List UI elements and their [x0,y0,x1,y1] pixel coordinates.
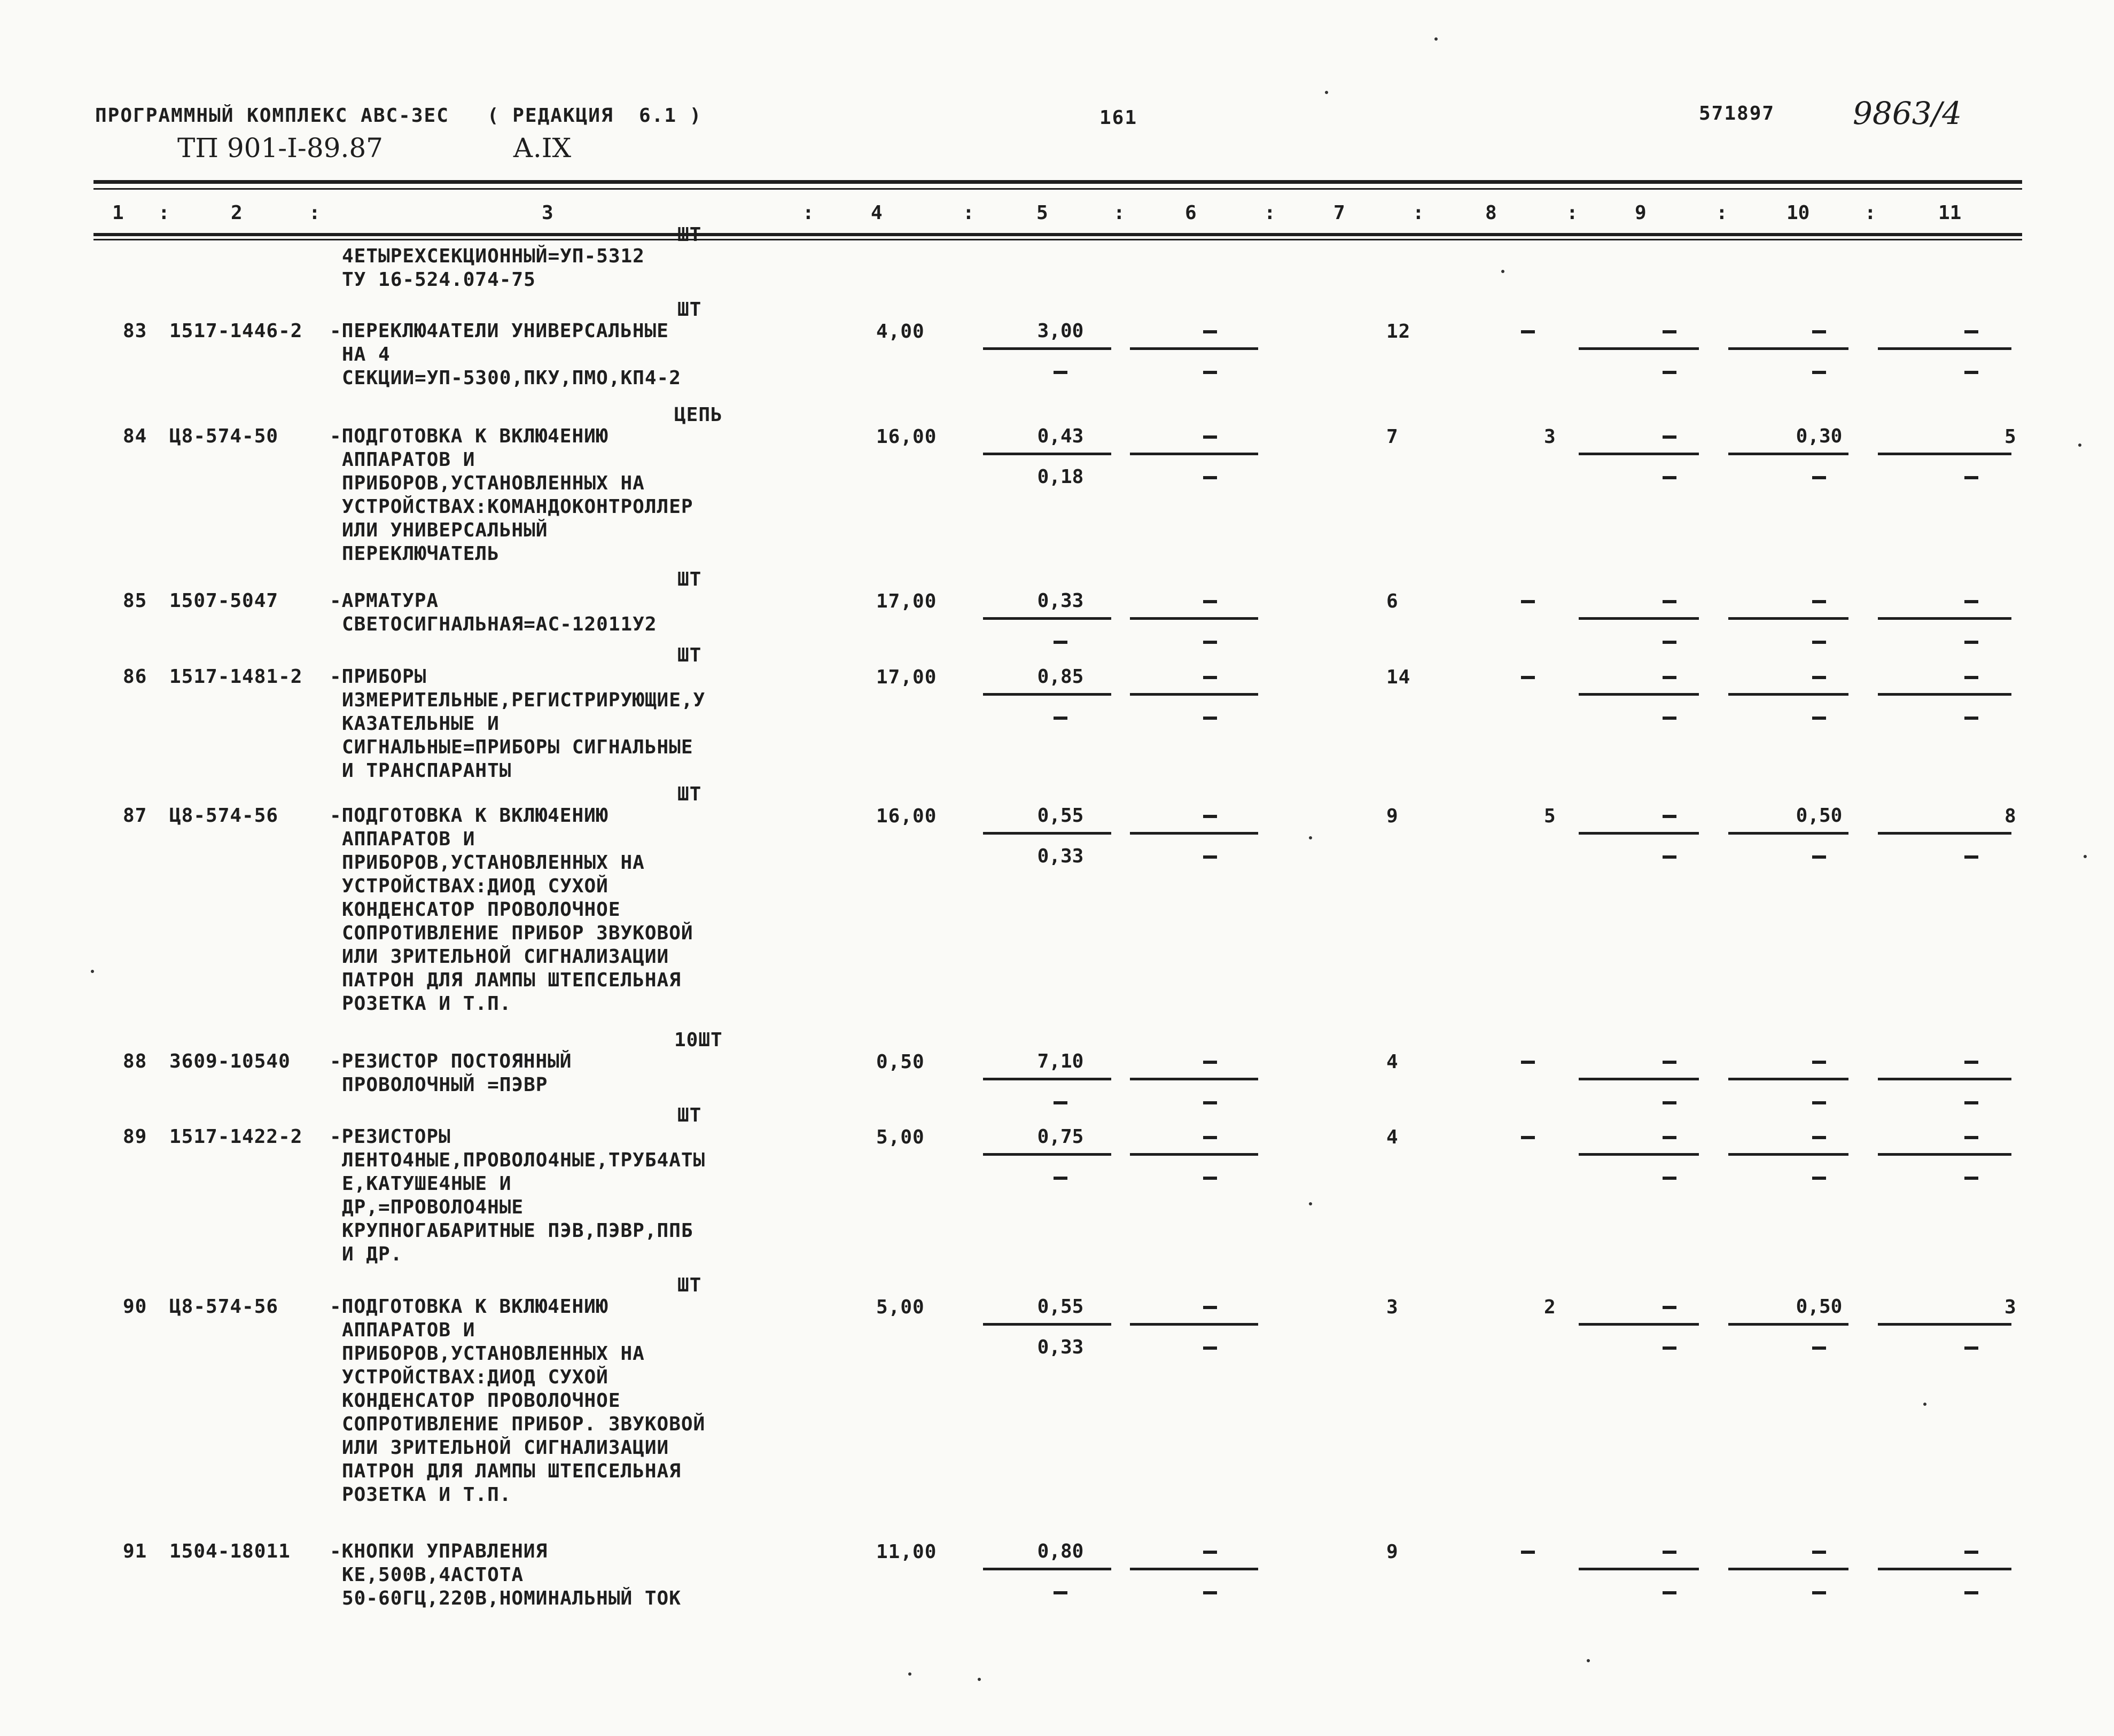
row-number: 91 [123,1540,147,1562]
column-header-7: 7 [1333,202,1345,224]
column-10-value: 0,50 [1796,1296,1843,1318]
item-description-line: АППАРАТОВ И [342,449,475,471]
column-8-value-dash [1521,676,1535,679]
column-7-value: 9 [1386,1541,1399,1563]
column-5-value: 0,33 [1037,590,1084,612]
price-code: 3609-10540 [169,1050,291,1072]
column-10-value-lower-dash [1812,1346,1826,1350]
column-11-value-lower-dash [1964,476,1978,479]
unit-label: ШТ [677,644,702,666]
column-5-value: 3,00 [1037,320,1084,342]
column-9-value-dash [1663,1136,1676,1139]
column-7-value: 4 [1386,1051,1399,1073]
column-header-2: 2 [231,202,243,224]
item-description-line: АППАРАТОВ И [342,1319,475,1341]
column-header-8: 8 [1485,202,1497,224]
column-11-value: 5 [2004,426,2017,448]
column-9-value-lower-dash [1663,476,1676,479]
column-10-value-dash [1812,600,1826,603]
item-description-line: -КНОПКИ УПРАВЛЕНИЯ [330,1540,548,1562]
column-7-value: 14 [1386,666,1411,688]
column-header-9: 9 [1635,202,1647,224]
row-number: 85 [123,590,147,612]
item-description-line: ПАТРОН ДЛЯ ЛАМПЫ ШТЕПСЕЛЬНАЯ [342,1460,681,1482]
column-4-value: 5,00 [876,1296,925,1318]
row-number: 84 [123,425,147,447]
column-7-value: 9 [1386,805,1399,827]
column-10-value-lower-dash [1812,476,1826,479]
column-separator: : [309,202,321,224]
scan-speck [908,1672,911,1676]
column-5-value: 0,55 [1037,805,1084,827]
column-separator: : [1113,202,1125,224]
item-description-line: И ДР. [342,1243,403,1265]
item-description-line: -ПОДГОТОВКА К ВКЛЮ4ЕНИЮ [330,1296,609,1318]
column-9-underline [1579,1568,1699,1570]
column-6-underline [1130,832,1258,835]
item-description-line: -ПРИБОРЫ [330,666,427,688]
item-description-line: СОПРОТИВЛЕНИЕ ПРИБОР ЗВУКОВОЙ [342,922,693,944]
column-11-value-lower-dash [1964,855,1978,859]
column-7-value: 6 [1386,590,1399,612]
column-11-underline [1878,453,2011,455]
item-description-line: ИЛИ ЗРИТЕЛЬНОЙ СИГНАЛИЗАЦИИ [342,946,669,968]
column-separator: : [963,202,974,224]
column-10-underline [1728,617,1848,620]
column-5-underline [983,617,1111,620]
column-9-value-dash [1663,1061,1676,1064]
column-8-value-dash [1521,1136,1535,1139]
item-description-line: СОПРОТИВЛЕНИЕ ПРИБОР. ЗВУКОВОЙ [342,1413,706,1435]
column-10-value-dash [1812,1061,1826,1064]
column-separator: : [802,202,814,224]
column-5-value: 0,43 [1037,425,1084,447]
scan-speck [1587,1659,1590,1662]
column-6-value-lower-dash [1203,476,1217,479]
column-5-value-lower-dash [1054,1177,1067,1180]
unit-label: ШТ [677,224,702,246]
item-description-line: И ТРАНСПАРАНТЫ [342,760,512,782]
column-separator: : [1413,202,1424,224]
column-7-value: 12 [1386,321,1411,342]
album-number: А.IX [513,133,572,164]
column-10-underline [1728,1323,1848,1326]
price-code: Ц8-574-56 [169,805,279,827]
item-description-line: Е,КАТУШЕ4НЫЕ И [342,1173,512,1195]
unit-label: ШТ [677,299,702,321]
column-8-value-dash [1521,330,1535,333]
column-6-value-dash [1203,676,1217,679]
price-code: 1517-1481-2 [169,666,303,688]
column-9-value-lower-dash [1663,1591,1676,1594]
header-bottom-rule [93,233,2022,236]
column-11-value-lower-dash [1964,717,1978,720]
item-description-line: ИЗМЕРИТЕЛЬНЫЕ,РЕГИСТРИРУЮЩИЕ,У [342,689,706,711]
item-description-line: ПАТРОН ДЛЯ ЛАМПЫ ШТЕПСЕЛЬНАЯ [342,969,681,991]
item-description-line: СЕКЦИИ=УП-5300,ПКУ,ПМО,КП4-2 [342,367,681,389]
column-10-value-dash [1812,1136,1826,1139]
column-4-value: 11,00 [876,1541,937,1563]
column-6-underline [1130,617,1258,620]
column-9-underline [1579,617,1699,620]
column-10-value-lower-dash [1812,1177,1826,1180]
item-description-line: ИЛИ УНИВЕРСАЛЬНЫЙ [342,519,548,541]
unit-label: ШТ [677,569,702,590]
column-9-value-dash [1663,435,1676,439]
item-description-line: СВЕТОСИГНАЛЬНАЯ=АС-12011У2 [342,613,657,635]
item-description-line: -ПЕРЕКЛЮ4АТЕЛИ УНИВЕРСАЛЬНЫЕ [330,320,669,342]
item-description-line: УСТРОЙСТВАХ:КОМАНДОКОНТРОЛЛЕР [342,496,693,518]
column-header-11: 11 [1938,202,1962,224]
column-10-value-lower-dash [1812,641,1826,644]
column-9-underline [1579,693,1699,696]
column-header-5: 5 [1036,202,1048,224]
column-separator: : [158,202,170,224]
scan-speck [1309,1202,1312,1205]
column-11-underline [1878,1323,2011,1326]
column-10-value: 0,50 [1796,805,1843,827]
column-6-underline [1130,1568,1258,1570]
item-description-line: КЕ,500В,4АСТОТА [342,1564,524,1586]
column-5-underline [983,1323,1111,1326]
price-code: Ц8-574-50 [169,425,279,447]
column-header-4: 4 [871,202,883,224]
column-11-underline [1878,832,2011,835]
column-11-value-dash [1964,330,1978,333]
row-number: 88 [123,1050,147,1072]
column-8-value-dash [1521,600,1535,603]
column-11-value-lower-dash [1964,1101,1978,1104]
column-5-value-lower-dash [1054,1101,1067,1104]
scan-speck [1501,270,1504,273]
item-description-line: ПЕРЕКЛЮЧАТЕЛЬ [342,543,500,565]
column-5-value: 0,85 [1037,666,1084,688]
unit-label: ЦЕПЬ [674,404,723,426]
column-5-underline [983,453,1111,455]
column-10-value-lower-dash [1812,1591,1826,1594]
scan-speck [1923,1403,1926,1406]
price-code: 1517-1422-2 [169,1126,303,1148]
column-10-underline [1728,693,1848,696]
item-description-line: ЛЕНТО4НЫЕ,ПРОВОЛО4НЫЕ,ТРУБ4АТЫ [342,1149,706,1171]
column-10-value-lower-dash [1812,717,1826,720]
column-6-value-dash [1203,1551,1217,1554]
column-6-value-dash [1203,815,1217,818]
row-number: 90 [123,1296,147,1318]
page-number: 161 [1099,107,1138,129]
column-8-value-dash [1521,1551,1535,1554]
column-10-underline [1728,1568,1848,1570]
column-6-underline [1130,1323,1258,1326]
item-description-line: КРУПНОГАБАРИТНЫЕ ПЭВ,ПЭВР,ППБ [342,1220,693,1242]
column-6-value-dash [1203,1136,1217,1139]
column-11-value-lower-dash [1964,1591,1978,1594]
column-11-underline [1878,347,2011,350]
item-description-line: СИГНАЛЬНЫЕ=ПРИБОРЫ СИГНАЛЬНЫЕ [342,736,693,758]
column-5-value-lower-dash [1054,371,1067,374]
column-separator: : [1865,202,1876,224]
column-10-underline [1728,1153,1848,1156]
unit-label: ШТ [677,783,702,805]
column-6-underline [1130,347,1258,350]
column-header-3: 3 [542,202,553,224]
column-5-underline [983,832,1111,835]
item-description-line: АППАРАТОВ И [342,828,475,850]
price-code: 1517-1446-2 [169,320,303,342]
column-11-value-dash [1964,1061,1978,1064]
column-10-value-lower-dash [1812,371,1826,374]
scan-speck [2084,855,2087,858]
column-header-6: 6 [1185,202,1197,224]
column-6-value-lower-dash [1203,1101,1217,1104]
column-9-value-lower-dash [1663,1177,1676,1180]
column-9-underline [1579,832,1699,835]
column-8-value: 5 [1544,805,1556,827]
column-9-value-dash [1663,1551,1676,1554]
document-code: 571897 [1699,103,1775,124]
column-9-underline [1579,453,1699,455]
column-11-underline [1878,1568,2011,1570]
column-4-value: 5,00 [876,1126,925,1148]
scan-speck [1434,37,1438,41]
column-9-underline [1579,347,1699,350]
item-description-line: НА 4 [342,344,391,365]
column-5-value-lower: 0,18 [1037,466,1084,488]
column-9-underline [1579,1078,1699,1080]
row-number: 83 [123,320,147,342]
column-header-10: 10 [1787,202,1810,224]
column-5-underline [983,1153,1111,1156]
column-10-value-lower-dash [1812,855,1826,859]
column-4-value: 4,00 [876,321,925,342]
column-9-value-dash [1663,1306,1676,1309]
column-9-value-lower-dash [1663,717,1676,720]
item-description-line: -РЕЗИСТОР ПОСТОЯННЫЙ [330,1050,572,1072]
item-description-line: КАЗАТЕЛЬНЫЕ И [342,713,500,735]
column-10-value-dash [1812,676,1826,679]
column-4-value: 16,00 [876,805,937,827]
item-description-line: УСТРОЙСТВАХ:ДИОД СУХОЙ [342,1366,609,1388]
column-separator: : [1264,202,1276,224]
item-description-line: -РЕЗИСТОРЫ [330,1126,451,1148]
column-9-value-lower-dash [1663,855,1676,859]
column-9-underline [1579,1323,1699,1326]
item-description-line: РОЗЕТКА И Т.П. [342,993,512,1015]
project-designation: ТП 901-I-89.87 [177,133,383,164]
header-top-rule [93,180,2022,184]
column-9-value-lower-dash [1663,371,1676,374]
column-11-value-dash [1964,600,1978,603]
item-description-line: ПРИБОРОВ,УСТАНОВЛЕННЫХ НА [342,1343,645,1365]
column-11-value-dash [1964,676,1978,679]
scan-speck [2078,443,2081,447]
column-11-value-lower-dash [1964,641,1978,644]
price-code: Ц8-574-56 [169,1296,279,1318]
column-6-value-lower-dash [1203,717,1217,720]
column-11-underline [1878,693,2011,696]
column-5-value: 0,55 [1037,1296,1084,1318]
item-description-line: УСТРОЙСТВАХ:ДИОД СУХОЙ [342,875,609,897]
column-6-value-lower-dash [1203,1346,1217,1350]
item-description-line: 50-60ГЦ,220В,НОМИНАЛЬНЫЙ ТОК [342,1587,681,1609]
column-6-value-lower-dash [1203,855,1217,859]
item-description-line: -АРМАТУРА [330,590,439,612]
column-6-value-dash [1203,1306,1217,1309]
row-number: 87 [123,805,147,827]
item-description-line: РОЗЕТКА И Т.П. [342,1484,512,1506]
item-description-line: -ПОДГОТОВКА К ВКЛЮ4ЕНИЮ [330,425,609,447]
column-8-value: 2 [1544,1296,1556,1318]
column-11-value: 8 [2004,805,2017,827]
item-description-line: -ПОДГОТОВКА К ВКЛЮ4ЕНИЮ [330,805,609,827]
column-6-value-lower-dash [1203,371,1217,374]
column-9-value-lower-dash [1663,1101,1676,1104]
column-10-underline [1728,347,1848,350]
column-6-underline [1130,453,1258,455]
scan-speck [91,970,94,973]
column-11-underline [1878,1153,2011,1156]
column-9-value-lower-dash [1663,1346,1676,1350]
column-9-value-dash [1663,600,1676,603]
column-4-value: 0,50 [876,1051,925,1073]
column-10-underline [1728,453,1848,455]
column-9-value-dash [1663,330,1676,333]
column-9-value-dash [1663,815,1676,818]
handwritten-reference: 9863/4 [1853,95,1962,131]
column-separator: : [1566,202,1578,224]
column-6-value-dash [1203,1061,1217,1064]
column-11-value-dash [1964,1136,1978,1139]
column-5-value-lower-dash [1054,717,1067,720]
scan-speck [978,1678,981,1681]
column-6-underline [1130,1078,1258,1080]
column-7-value: 3 [1386,1296,1399,1318]
header-top-rule-thin [93,188,2022,190]
item-description-line: КОНДЕНСАТОР ПРОВОЛОЧНОЕ [342,1390,621,1412]
column-10-value-lower-dash [1812,1101,1826,1104]
column-6-value-lower-dash [1203,641,1217,644]
column-6-value-lower-dash [1203,1177,1217,1180]
unit-label: 10ШТ [674,1029,723,1051]
column-10-value-dash [1812,1551,1826,1554]
column-5-value-lower: 0,33 [1037,1336,1084,1358]
column-9-underline [1579,1153,1699,1156]
column-5-value: 0,80 [1037,1540,1084,1562]
item-description-line: ИЛИ ЗРИТЕЛЬНОЙ СИГНАЛИЗАЦИИ [342,1437,669,1459]
price-code: 1507-5047 [169,590,279,612]
column-5-underline [983,693,1111,696]
column-5-underline [983,1568,1111,1570]
column-6-value-lower-dash [1203,1591,1217,1594]
row-number: 89 [123,1126,147,1148]
scan-speck [1325,91,1328,94]
item-description-line: КОНДЕНСАТОР ПРОВОЛОЧНОЕ [342,899,621,921]
column-6-underline [1130,1153,1258,1156]
column-5-value-lower-dash [1054,1591,1067,1594]
column-11-value-dash [1964,1551,1978,1554]
unit-label: ШТ [677,1104,702,1126]
item-description-line: ТУ 16-524.074-75 [342,269,536,291]
column-11-value-lower-dash [1964,1177,1978,1180]
item-description-line: ДР,=ПРОВОЛО4НЫЕ [342,1196,524,1218]
column-6-value-dash [1203,330,1217,333]
column-4-value: 16,00 [876,426,937,448]
column-8-value: 3 [1544,426,1556,448]
column-5-value-lower-dash [1054,641,1067,644]
column-11-value: 3 [2004,1296,2017,1318]
column-8-value-dash [1521,1061,1535,1064]
column-5-value-lower: 0,33 [1037,845,1084,867]
column-6-underline [1130,693,1258,696]
item-description-line: 4ЕТЫРЕХСЕКЦИОННЫЙ=УП-5312 [342,245,645,267]
column-4-value: 17,00 [876,666,937,688]
row-number: 86 [123,666,147,688]
column-header-1: 1 [112,202,124,224]
column-5-value: 0,75 [1037,1126,1084,1148]
program-title: ПРОГРАММНЫЙ КОМПЛЕКС АВС-3ЕС ( РЕДАКЦИЯ 6.1 ) [95,105,703,127]
column-11-underline [1878,1078,2011,1080]
column-10-value: 0,30 [1796,425,1843,447]
column-11-value-lower-dash [1964,371,1978,374]
column-11-value-lower-dash [1964,1346,1978,1350]
column-10-value-dash [1812,330,1826,333]
item-description-line: ПРИБОРОВ,УСТАНОВЛЕННЫХ НА [342,472,645,494]
price-code: 1504-18011 [169,1540,291,1562]
column-10-underline [1728,832,1848,835]
column-4-value: 17,00 [876,590,937,612]
column-10-underline [1728,1078,1848,1080]
column-separator: : [1716,202,1728,224]
unit-label: ШТ [677,1274,702,1296]
column-7-value: 7 [1386,426,1399,448]
column-7-value: 4 [1386,1126,1399,1148]
column-6-value-dash [1203,600,1217,603]
column-11-underline [1878,617,2011,620]
column-9-value-lower-dash [1663,641,1676,644]
column-5-value: 7,10 [1037,1050,1084,1072]
item-description-line: ПРОВОЛОЧНЫЙ =ПЭВР [342,1074,548,1096]
scan-speck [1309,836,1312,839]
header-bottom-rule-thin [93,239,2022,240]
column-5-underline [983,347,1111,350]
column-6-value-dash [1203,435,1217,439]
column-9-value-dash [1663,676,1676,679]
item-description-line: ПРИБОРОВ,УСТАНОВЛЕННЫХ НА [342,852,645,874]
column-5-underline [983,1078,1111,1080]
